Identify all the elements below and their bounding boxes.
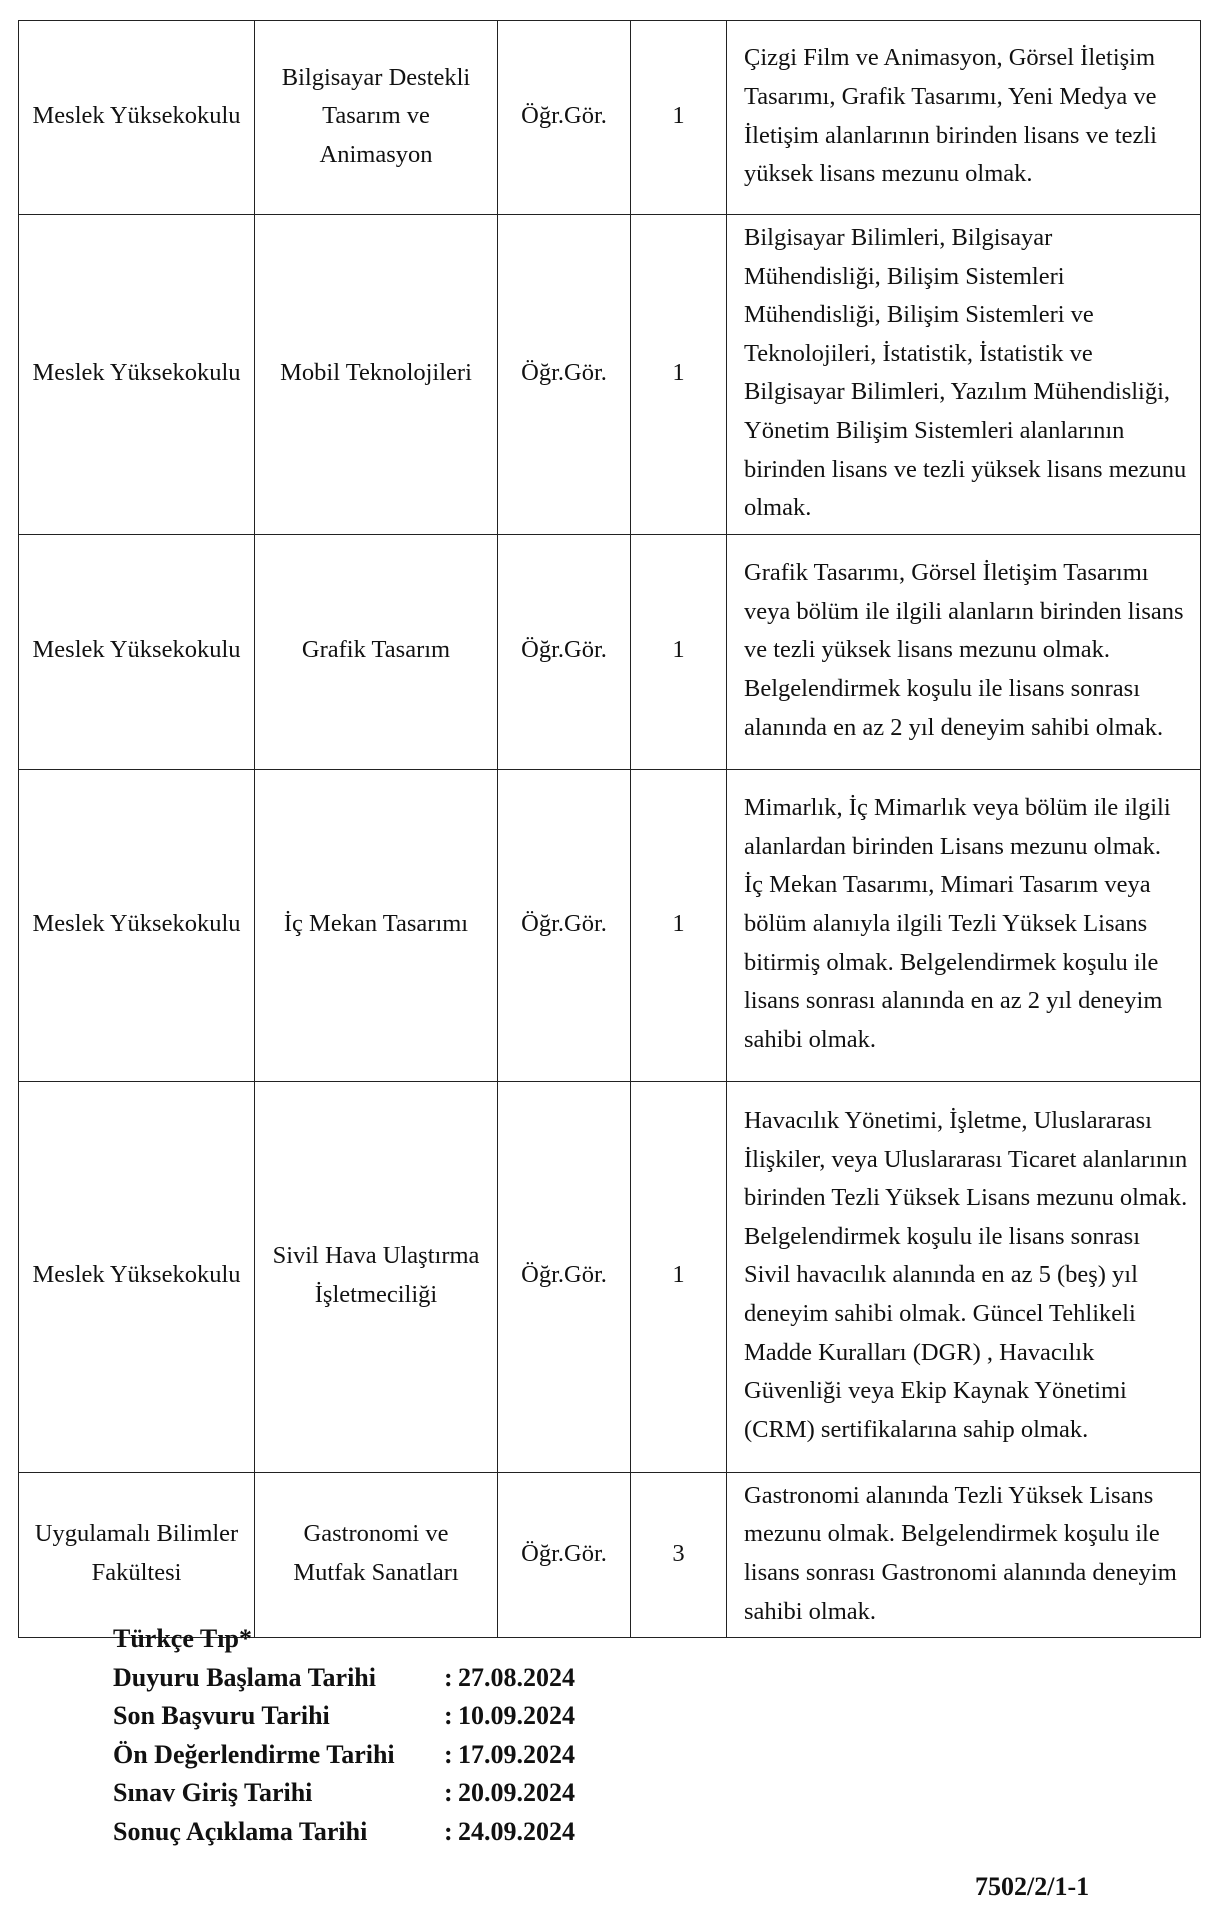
count-cell: 3	[631, 1472, 727, 1637]
title-cell: Öğr.Gör.	[498, 1472, 631, 1637]
unit-cell: Meslek Yüksekokulu	[19, 215, 255, 535]
count-cell: 1	[631, 769, 727, 1081]
schedule-separator: :	[444, 1739, 453, 1769]
schedule-date: 20.09.2024	[458, 1778, 575, 1807]
schedule-separator: :	[444, 1816, 453, 1846]
count-cell: 1	[631, 215, 727, 535]
schedule-block	[113, 1620, 575, 1851]
unit-cell: Meslek Yüksekokulu	[19, 534, 255, 769]
schedule-label: Ön Değerlendirme Tarihi	[113, 1739, 395, 1769]
unit-cell: Uygulamalı Bilimler Fakültesi	[19, 1472, 255, 1637]
schedule-date: 24.09.2024	[458, 1816, 575, 1846]
schedule-row	[113, 1697, 575, 1736]
schedule-label: Son Başvuru Tarihi	[113, 1701, 330, 1730]
table-row	[19, 215, 1201, 535]
requirements-cell: Gastronomi alanında Tezli Yüksek Lisans mezunu olmak. Belgelendirmek koşulu ile lisans sonrası Gastronomi alanında deneyim sahibi olmak.	[727, 1472, 1201, 1637]
program-cell: Gastronomi ve Mutfak Sanatları	[255, 1472, 498, 1637]
schedule-label: Duyuru Başlama Tarihi	[113, 1662, 376, 1692]
program-cell: Sivil Hava Ulaştırma İşletmeciliği	[255, 1081, 498, 1472]
title-cell: Öğr.Gör.	[498, 534, 631, 769]
schedule-separator: :	[444, 1701, 453, 1730]
requirements-cell: Havacılık Yönetimi, İşletme, Uluslararası İlişkiler, veya Uluslararası Ticaret alanlarının birinden Tezli Yüksek Lisans mezunu olmak. Belgelendirmek koşulu ile lisans sonrası Sivil havacılık alanında en az 5 (beş) yıl deneyim sahibi olmak. Güncel Tehlikeli Madde Kuralları (DGR) , Havacılık Güvenliği veya Ekip Kaynak Yönetimi (CRM) sertifikalarına sahip olmak.	[727, 1081, 1201, 1472]
count-cell: 1	[631, 1081, 727, 1472]
schedule-date: 27.08.2024	[458, 1662, 575, 1692]
table-row	[19, 1081, 1201, 1472]
schedule-row	[113, 1774, 575, 1813]
table-row	[19, 21, 1201, 215]
count-cell: 1	[631, 534, 727, 769]
schedule-label: Sınav Giriş Tarihi	[113, 1778, 313, 1807]
requirements-cell: Bilgisayar Bilimleri, Bilgisayar Mühendisliği, Bilişim Sistemleri Mühendisliği, Bilişim Sistemleri ve Teknolojileri, İstatistik, İstatistik ve Bilgisayar Bilimleri, Yazılım Mühendisliği, Yönetim Bilişim Sistemleri alanlarının birinden lisans ve tezli yüksek lisans mezunu olmak.	[727, 215, 1201, 535]
schedule-date: 10.09.2024	[458, 1701, 575, 1730]
requirements-cell: Grafik Tasarımı, Görsel İletişim Tasarımı veya bölüm ile ilgili alanların birinden lisans ve tezli yüksek lisans mezunu olmak. Belgelendirmek koşulu ile lisans sonrası alanında en az 2 yıl deneyim sahibi olmak.	[727, 534, 1201, 769]
program-cell: İç Mekan Tasarımı	[255, 769, 498, 1081]
page-code: 7502/2/1-1	[975, 1872, 1090, 1901]
program-cell: Grafik Tasarım	[255, 534, 498, 769]
schedule-date: 17.09.2024	[458, 1739, 575, 1769]
requirements-cell: Çizgi Film ve Animasyon, Görsel İletişim Tasarımı, Grafik Tasarımı, Yeni Medya ve İletişim alanlarının birinden lisans ve tezli yüksek lisans mezunu olmak.	[727, 21, 1201, 215]
program-cell: Bilgisayar Destekli Tasarım ve Animasyon	[255, 21, 498, 215]
unit-cell: Meslek Yüksekokulu	[19, 769, 255, 1081]
position-table	[18, 20, 1201, 1638]
schedule-separator: :	[444, 1778, 453, 1807]
unit-cell: Meslek Yüksekokulu	[19, 21, 255, 215]
table-row	[19, 769, 1201, 1081]
schedule-row	[113, 1813, 575, 1852]
schedule-separator: :	[444, 1662, 453, 1692]
schedule-heading: Türkçe Tıp*	[113, 1624, 252, 1653]
schedule-row	[113, 1736, 575, 1775]
title-cell: Öğr.Gör.	[498, 21, 631, 215]
unit-cell: Meslek Yüksekokulu	[19, 1081, 255, 1472]
table-row	[19, 1472, 1201, 1637]
requirements-cell: Mimarlık, İç Mimarlık veya bölüm ile ilgili alanlardan birinden Lisans mezunu olmak. İç Mekan Tasarımı, Mimari Tasarım veya bölüm alanıyla ilgili Tezli Yüksek Lisans bitirmiş olmak. Belgelendirmek koşulu ile lisans sonrası alanında en az 2 yıl deneyim sahibi olmak.	[727, 769, 1201, 1081]
program-cell: Mobil Teknolojileri	[255, 215, 498, 535]
title-cell: Öğr.Gör.	[498, 215, 631, 535]
count-cell: 1	[631, 21, 727, 215]
title-cell: Öğr.Gör.	[498, 769, 631, 1081]
title-cell: Öğr.Gör.	[498, 1081, 631, 1472]
schedule-label: Sonuç Açıklama Tarihi	[113, 1816, 368, 1846]
table-row	[19, 534, 1201, 769]
schedule-row	[113, 1659, 575, 1698]
